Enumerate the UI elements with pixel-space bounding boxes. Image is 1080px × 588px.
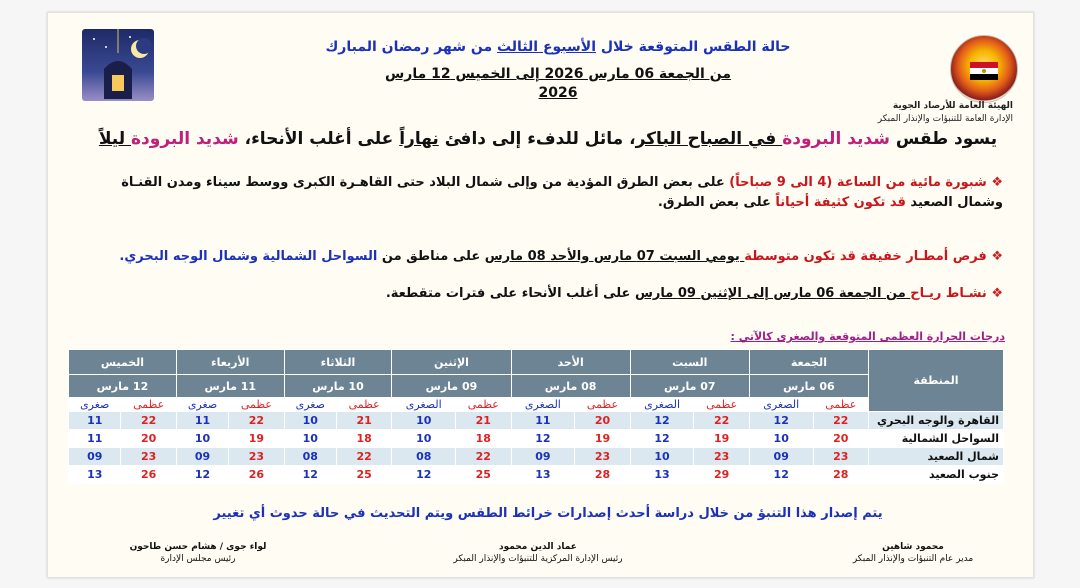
title-week: الأسبوع الثالث (496, 39, 597, 55)
table-row (69, 466, 1004, 484)
max-temp: 26 (121, 466, 176, 484)
date-header: 12 مارس (69, 375, 177, 398)
min-temp: 10 (284, 412, 336, 430)
bullet-rain-title: فرص أمطـار خفيفة قد تكون متوسطة (744, 249, 987, 264)
max-header: عظمى (229, 398, 284, 412)
min-temp: 13 (630, 466, 694, 484)
bullet-icon: ❖ (991, 249, 1003, 264)
max-temp: 18 (336, 430, 391, 448)
min-header: صغرى (69, 398, 121, 412)
forecast-period-year: 2026 (538, 85, 578, 101)
max-temp: 22 (121, 412, 176, 430)
headline-summary (88, 129, 1008, 149)
max-temp: 22 (229, 412, 284, 430)
bullet-wind (83, 284, 1003, 304)
title-text: حالة الطقس المتوقعة خلال (596, 39, 791, 55)
bullet-icon: ❖ (991, 175, 1003, 190)
min-temp: 10 (749, 430, 813, 448)
org-name: الهيئة العامة للأرصاد الجوية (892, 101, 1013, 111)
signature-role: رئيس مجلس الإدارة (160, 554, 236, 564)
min-temp: 12 (284, 466, 336, 484)
temperature-table (68, 349, 1004, 484)
min-header: صغرى (284, 398, 336, 412)
min-temp: 13 (69, 466, 121, 484)
date-header: 07 مارس (630, 375, 749, 398)
bullet-fog-highlight: قد تكون كثيفة أحياناً (775, 195, 906, 210)
temperature-table-body (69, 412, 1004, 484)
max-temp: 25 (456, 466, 511, 484)
min-temp: 11 (69, 412, 121, 430)
headline-highlight: شديد البرودة (131, 129, 239, 149)
date-header: 10 مارس (284, 375, 392, 398)
max-header: عظمى (336, 398, 391, 412)
meteorological-authority-logo (950, 35, 1018, 103)
max-temp: 22 (813, 412, 868, 430)
min-temp: 12 (511, 430, 575, 448)
max-temp: 26 (229, 466, 284, 484)
max-temp: 28 (813, 466, 868, 484)
day-header-saturday: السبت (630, 350, 749, 375)
max-temp: 23 (229, 448, 284, 466)
signature-block (418, 541, 658, 565)
temperature-table-label: درجات الحرارة العظمى المتوقعة والصغرى كالآتي : (730, 330, 1005, 343)
max-temp: 28 (575, 466, 630, 484)
day-header-tuesday: الثلاثاء (284, 350, 392, 375)
min-temp: 12 (749, 412, 813, 430)
region-name: السواحل الشمالية (869, 430, 1004, 448)
signature-block (108, 541, 288, 565)
min-header: الصغرى (749, 398, 813, 412)
max-header: عظمى (575, 398, 630, 412)
date-header: 09 مارس (392, 375, 511, 398)
max-temp: 22 (456, 448, 511, 466)
bullet-wind-days: من الجمعة 06 مارس إلى الإثنين 09 مارس (634, 286, 911, 301)
max-temp: 23 (694, 448, 749, 466)
title-month: من شهر رمضان المبارك (325, 39, 497, 55)
min-temp: 11 (176, 412, 228, 430)
min-temp: 10 (392, 430, 456, 448)
max-temp: 23 (813, 448, 868, 466)
min-temp: 08 (392, 448, 456, 466)
bullet-icon: ❖ (991, 286, 1003, 301)
max-temp: 20 (575, 412, 630, 430)
signature-role: رئيس الإدارة المركزية للتنبؤات والإنذار المبكر (453, 554, 623, 564)
headline-part: ليلاً (98, 129, 132, 149)
min-temp: 10 (176, 430, 228, 448)
bullet-fog-end: على بعض الطرق. (657, 195, 776, 210)
date-header: 08 مارس (511, 375, 630, 398)
min-temp: 09 (511, 448, 575, 466)
max-temp: 29 (694, 466, 749, 484)
min-temp: 11 (511, 412, 575, 430)
min-temp: 12 (630, 430, 694, 448)
bullet-wind-title: نشـاط ريـاح (910, 286, 987, 301)
max-temp: 22 (694, 412, 749, 430)
bullet-rain (83, 247, 1003, 267)
bullet-rain-days: يومي السبت 07 مارس والأحد 08 مارس (484, 249, 745, 264)
bullet-rain-areas: السواحل الشمالية وشمال الوجه البحري. (119, 249, 378, 264)
min-temp: 09 (176, 448, 228, 466)
footer-note: يتم إصدار هذا التنبؤ من خلال دراسة أحدث إصدارات خرائط الطقس ويتم التحديث في حالة حدوث أي تغيير (213, 506, 883, 521)
max-temp: 25 (336, 466, 391, 484)
org-department: الإدارة العامة للتنبؤات والإنذار المبكر (877, 114, 1013, 124)
page-title (248, 39, 868, 55)
max-header: عظمى (694, 398, 749, 412)
max-header: عظمى (121, 398, 176, 412)
region-column-header: المنطقة (869, 350, 1004, 412)
max-temp: 20 (813, 430, 868, 448)
bullet-wind-text: على أغلب الأنحاء على فترات متقطعة. (385, 286, 635, 301)
min-temp: 12 (392, 466, 456, 484)
min-temp: 12 (630, 412, 694, 430)
max-temp: 23 (121, 448, 176, 466)
table-row (69, 448, 1004, 466)
ramadan-lantern-image (82, 29, 154, 101)
max-temp: 19 (694, 430, 749, 448)
bullet-fog-text: على بعض الطرق المؤدية من وإلى شمال البلاد حتى القاهـرة الكبرى ووسط سيناء ومدن القنـاة وشمال الصعيد (121, 175, 1003, 210)
region-name: شمال الصعيد (869, 448, 1004, 466)
bullet-fog (83, 173, 1003, 213)
min-temp: 10 (392, 412, 456, 430)
forecast-sheet (47, 12, 1034, 578)
min-temp: 10 (284, 430, 336, 448)
headline-part: ، مائل للدفء إلى دافئ (438, 129, 636, 149)
headline-part: يسود طقس (889, 129, 998, 149)
min-temp: 12 (749, 466, 813, 484)
day-header-sunday: الأحد (511, 350, 630, 375)
min-header: الصغرى (511, 398, 575, 412)
max-temp: 21 (336, 412, 391, 430)
min-temp: 08 (284, 448, 336, 466)
min-temp: 09 (69, 448, 121, 466)
table-row (69, 430, 1004, 448)
max-temp: 19 (575, 430, 630, 448)
min-temp: 10 (630, 448, 694, 466)
day-header-monday: الإثنين (392, 350, 511, 375)
day-header-friday: الجمعة (749, 350, 868, 375)
region-name: جنوب الصعيد (869, 466, 1004, 484)
max-temp: 21 (456, 412, 511, 430)
headline-part: نهاراً (399, 129, 439, 149)
region-name: القاهرة والوجه البحري (869, 412, 1004, 430)
bullet-rain-text: على مناطق من (377, 249, 485, 264)
signature-name: لواء جوى / هشام حسن طاحون (129, 542, 267, 552)
max-temp: 23 (575, 448, 630, 466)
min-temp: 11 (69, 430, 121, 448)
signature-role: مدير عام التنبؤات والإنذار المبكر (852, 554, 974, 564)
max-temp: 20 (121, 430, 176, 448)
min-temp: 12 (176, 466, 228, 484)
day-header-wednesday: الأربعاء (176, 350, 284, 375)
min-temp: 09 (749, 448, 813, 466)
signature-name: محمود شاهين (882, 542, 944, 552)
day-header-thursday: الخميس (69, 350, 177, 375)
date-header: 11 مارس (176, 375, 284, 398)
egypt-flag-icon (970, 62, 998, 80)
signature-block (813, 541, 1013, 565)
table-row (69, 412, 1004, 430)
forecast-period: من الجمعة 06 مارس 2026 إلى الخميس 12 مارس (384, 66, 732, 82)
min-header: الصغرى (630, 398, 694, 412)
max-temp: 22 (336, 448, 391, 466)
max-header: عظمى (813, 398, 868, 412)
date-header: 06 مارس (749, 375, 868, 398)
bullet-fog-title: شبورة مائية من الساعة (4 الى 9 صباحاً) (729, 175, 987, 190)
min-header: صغرى (176, 398, 228, 412)
signature-name: عماد الدين محمود (499, 542, 577, 552)
headline-highlight: شديد البرودة (782, 129, 890, 149)
max-temp: 18 (456, 430, 511, 448)
min-temp: 13 (511, 466, 575, 484)
headline-part: في الصباح الباكر (635, 129, 783, 149)
max-temp: 19 (229, 430, 284, 448)
headline-part: على أغلب الأنحاء، (238, 129, 400, 149)
lantern-icon (82, 29, 154, 101)
min-header: الصغرى (392, 398, 456, 412)
max-header: عظمى (456, 398, 511, 412)
